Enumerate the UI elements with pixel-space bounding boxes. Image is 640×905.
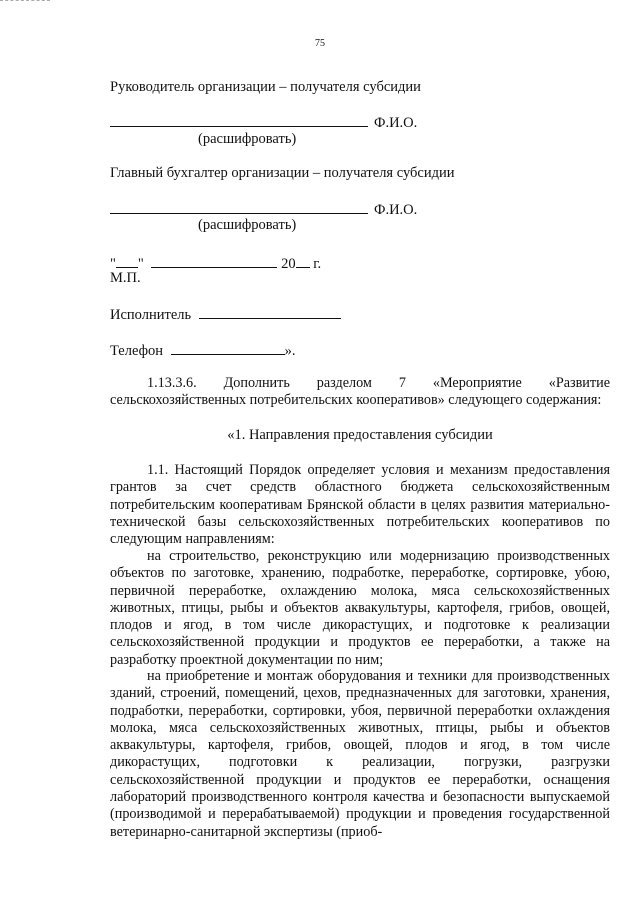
signature-blank [110, 113, 368, 127]
page-number: 75 [315, 38, 325, 49]
head-signature-line [110, 113, 417, 132]
accountant-fio-label: Ф.И.О. [374, 202, 418, 218]
paragraph-construction: на строительство, реконструкцию или модернизацию производственных объектов по заготовке, хранению, подработке, переработке, сортировке, убою, первичной переработке, охлаждению молока, мяса сельскохозяйственных животных, птицы, рыбы и объектов аквакультуры, картофеля, грибов, овощей, плодов и ягод, в том числе дикорастущих, и подготовке к реализации сельскохозяйственной продукции и продуктов ее переработки, а также на разработку проектной документации по ним; [110, 548, 610, 668]
year-suffix: г. [313, 256, 322, 272]
year-prefix: 20 [281, 256, 296, 272]
phone-blank [171, 341, 285, 355]
phone-suffix: ». [284, 343, 296, 359]
day-blank [116, 254, 138, 268]
date-quote-close: " [137, 256, 144, 272]
section-heading: «1. Направления предоставления субсидии [227, 427, 493, 443]
phone-line [110, 341, 296, 360]
executor-line [110, 305, 341, 324]
scan-artifact [0, 0, 50, 4]
date-quote-open: " [110, 256, 116, 272]
accountant-signature-label: Главный бухгалтер организации – получателя субсидии [110, 165, 455, 181]
amendment-paragraph: 1.13.3.6. Дополнить разделом 7 «Мероприятие «Развитие сельскохозяйственных потребительских кооперативов» следующего содержания: [110, 375, 610, 409]
paragraph-1-1: 1.1. Настоящий Порядок определяет условия и механизм предоставления грантов за счет средств областного бюджета сельскохозяйственным потребительским кооперативам Брянской области в целях развития материально-технической базы сельскохозяйственных потребительских кооперативов по следующим направлениям: [110, 462, 610, 548]
accountant-decode-caption: (расшифровать) [198, 217, 297, 233]
month-blank [151, 254, 277, 268]
head-decode-caption: (расшифровать) [198, 131, 297, 147]
head-signature-label: Руководитель организации – получателя субсидии [110, 79, 421, 95]
head-fio-label: Ф.И.О. [374, 115, 418, 131]
signature-blank [110, 200, 368, 214]
paragraph-equipment: на приобретение и монтаж оборудования и техники для производственных зданий, строений, помещений, цехов, предназначенных для заготовки, хранения, подработки, переработки, сортировки, убоя, первичной переработки охлаждения молока, мяса сельскохозяйственных животных, птицы, рыбы и объектов аквакультуры, картофеля, грибов, овощей, плодов и ягод, в том числе дикорастущих, подготовки к реализации, погрузки, разгрузки сельскохозяйственной продукции и продуктов ее переработки, оснащения лабораторий производственного контроля качества и безопасности выпускаемой (производимой и перерабатываемой) продукции и проведения государственной ветеринарно-санитарной экспертизы (приоб- [110, 668, 610, 840]
year-blank [296, 254, 310, 268]
executor-label: Исполнитель [110, 307, 192, 323]
date-line [110, 254, 321, 273]
stamp-label: М.П. [110, 270, 141, 286]
executor-blank [199, 305, 341, 319]
phone-label: Телефон [110, 343, 163, 359]
